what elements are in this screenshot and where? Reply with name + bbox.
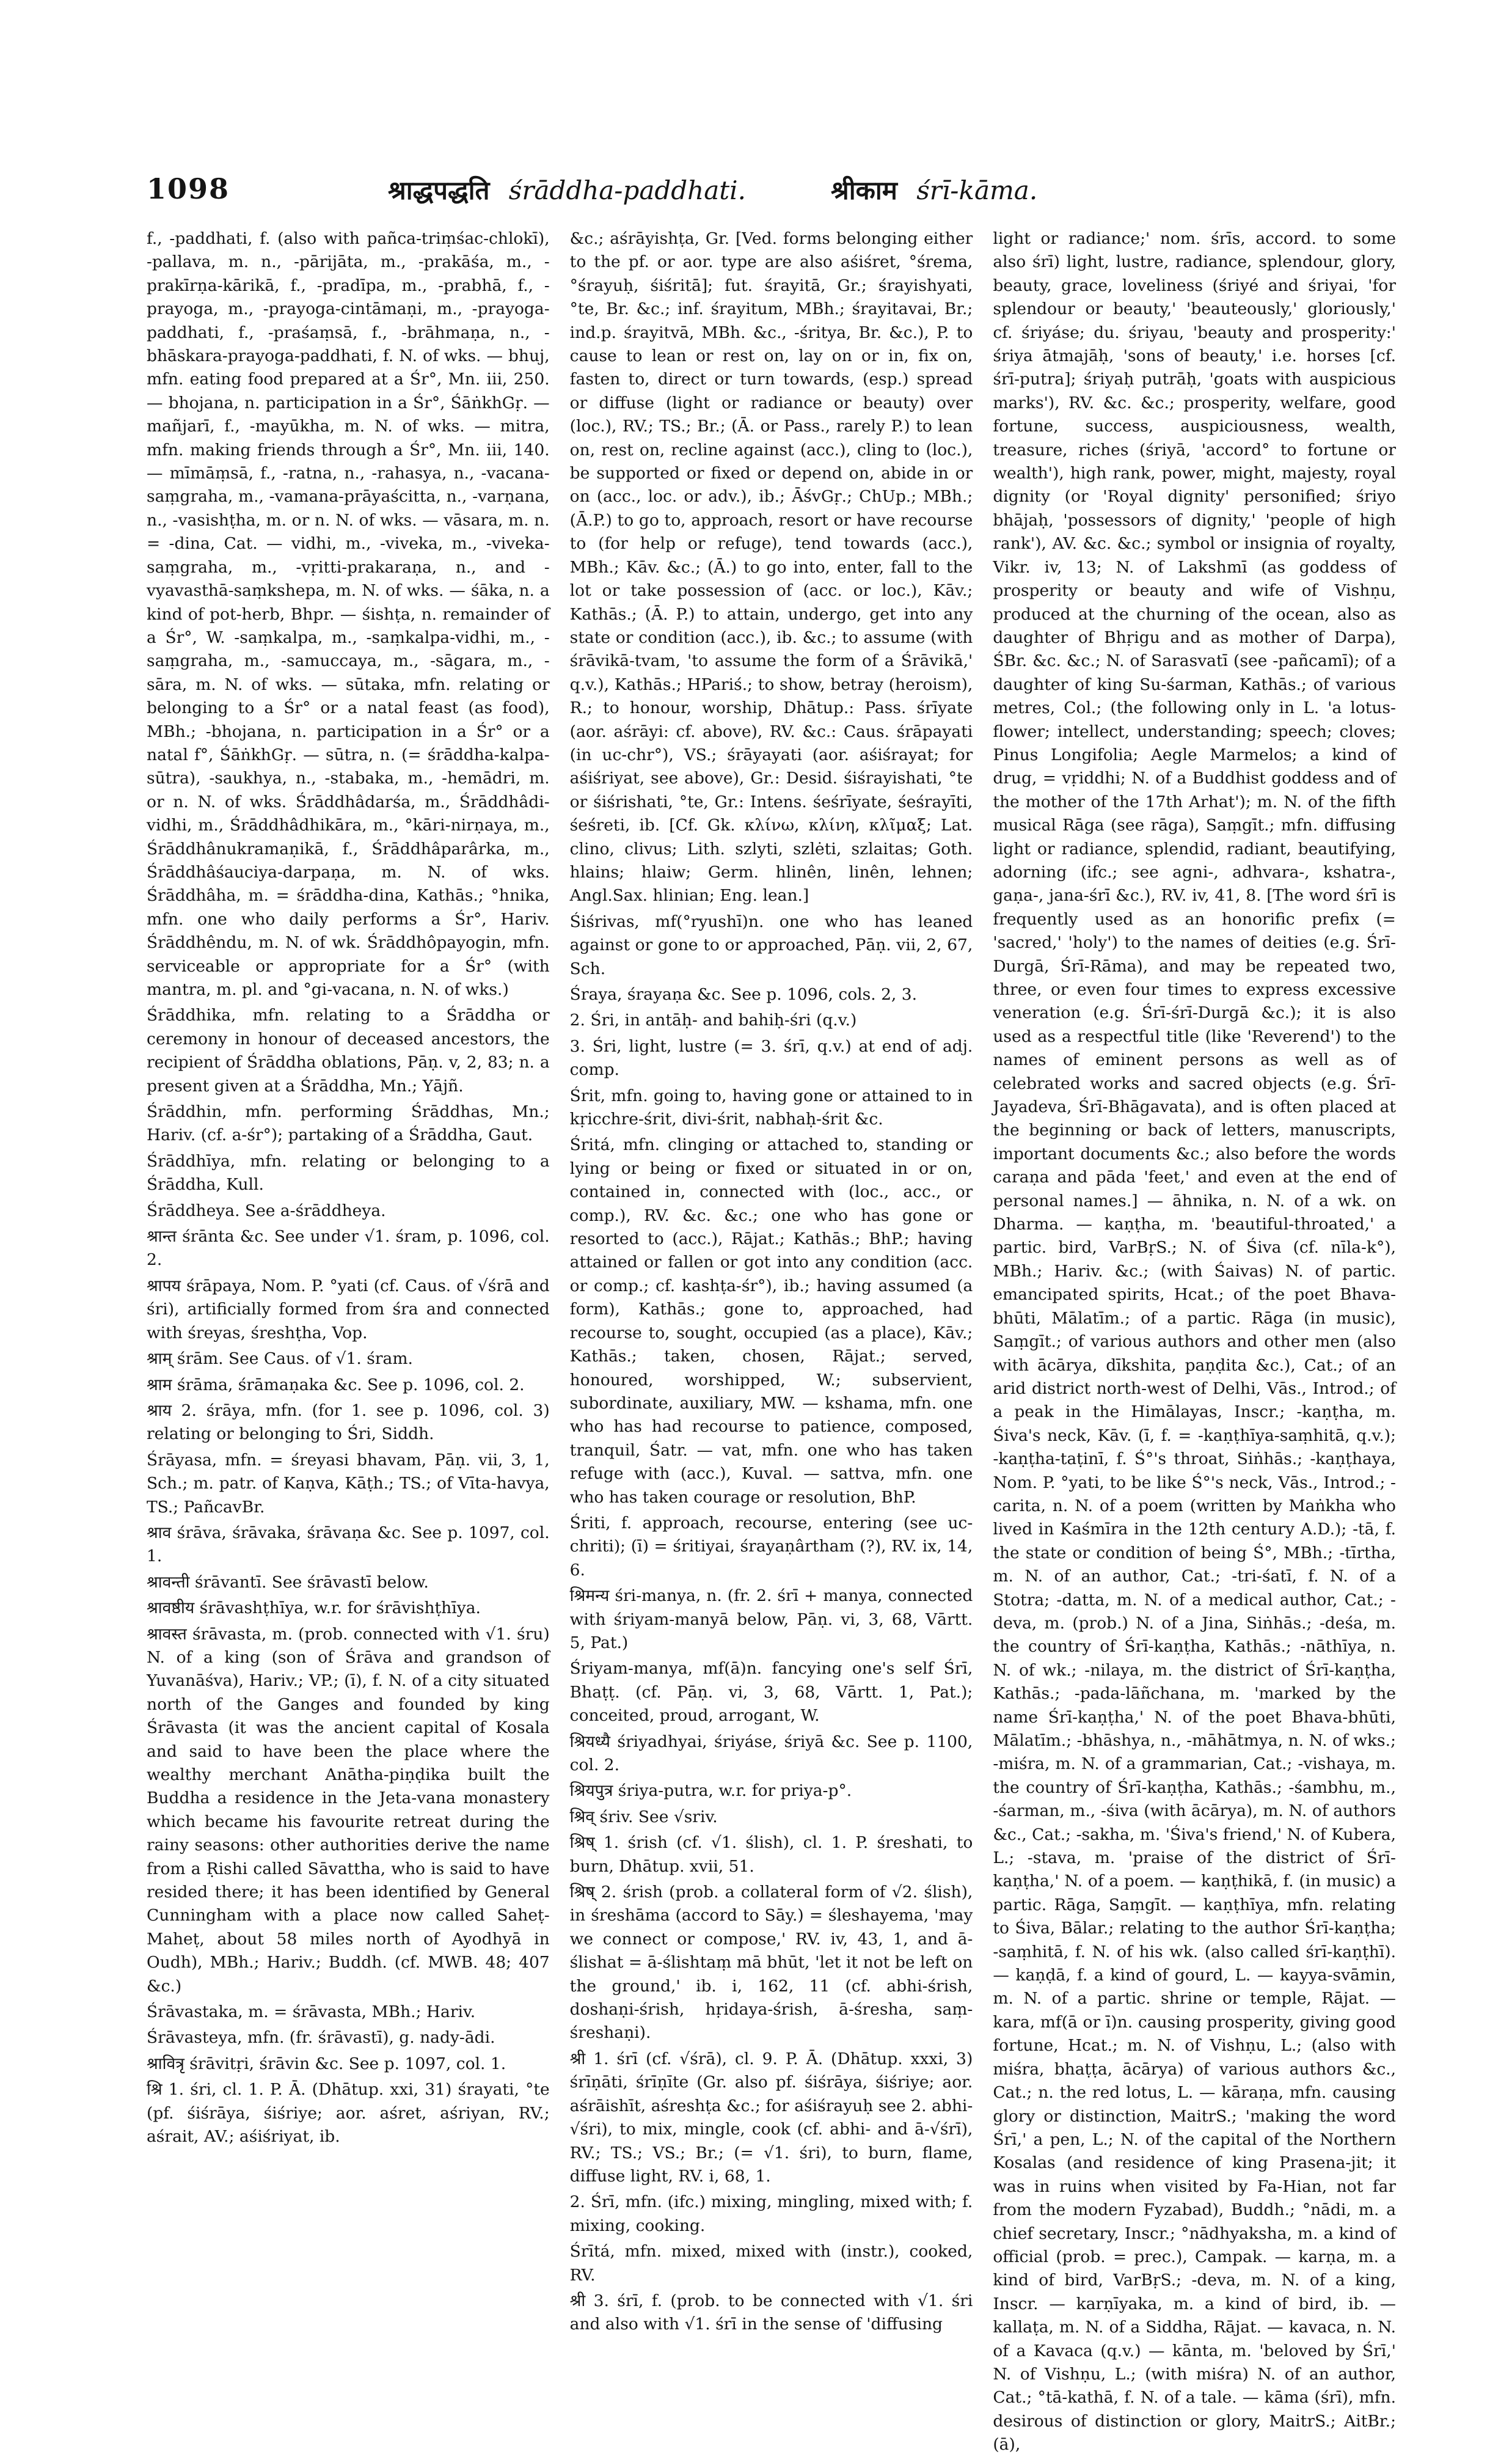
dictionary-entry: श्रावित्रृ śrāvitṛi, śrāvin &c. See p. 1097, col. 1. <box>147 2054 506 2073</box>
dictionary-entry: Śrit, mfn. going to, having gone or attained to in kṛicchre-śrit, divi-śrit, nabhaḥ-śrit &c. <box>569 1086 973 1129</box>
dictionary-entry: Śrāddhika, mfn. relating to a Śrāddha or ceremony in honour of deceased ancestors, the recipient of Śrāddha oblations, Pāṇ. v, 2, 83; n. a present given at a Śrāddha, Mn.; Yājñ. <box>147 1006 550 1096</box>
dictionary-entry: 3. Śri, light, lustre (= 3. śrī, q.v.) at end of adj. comp. <box>569 1036 973 1080</box>
dictionary-entry: Śrāyasa, mfn. = śreyasi bhavam, Pāṇ. vii, 3, 1, Sch.; m. patr. of Kaṇva, Kāṭh.; TS.; of Vīta-havya, TS.; PañcavBr. <box>147 1450 550 1517</box>
dictionary-entry: f., -paddhati, f. (also with pañca-triṃśac-chlokī), -pallava, m. n., -pārijāta, m., -prakāśa, m., -prakīrṇa-kārikā, f., -pradīpa, m., -prabhā, f., -prayoga, m., -prayoga-cintāmaṇi, m., -prayoga-paddhati, f., -praśaṃsā, f., -brāhmaṇa, n., -bhāskara-prayoga-paddhati, f. N. of wks. — bhuj, mfn. eating food prepared at a Śr°, Mn. iii, 250. — bhojana, n. participation in a Śr°, ŚāṅkhGṛ. — mañjarī, f., -mayūkha, m. N. of wks. — mitra, mfn. making friends through a Śr°, Mn. iii, 140. — mīmāṃsā, f., -ratna, n., -rahasya, n., -vacana-saṃgraha, m., -vamana-prāyaścitta, n., -varṇana, n., -vasishṭha, m. or n. N. of wks. — vāsara, m. n. = -dina, Cat. — vidhi, m., -viveka, m., -viveka-saṃgraha, m., -vṛitti-prakaraṇa, n., and -vyavasthā-saṃkshepa, m. N. of wks. — śāka, n. a kind of pot-herb, Bhpr. — śishṭa, n. remainder of a Śr°, W. -saṃkalpa, m., -saṃkalpa-vidhi, m., -saṃgraha, m., -samuccaya, m., -sāgara, m., -sāra, m. N. of wks. — sūtaka, mfn. relating or belonging to a Śr° or a natal feast (as food), MBh.; -bhojana, n. participation in a Śr° or a natal f°, ŚāṅkhGṛ. — sūtra, n. (= śrāddha-kalpa-sūtra), -saukhya, n., -stabaka, m., -hemādri, m. or n. N. of wks. Śrāddhâdarśa, m., Śrāddhâdi-vidhi, m., Śrāddhâdhikāra, m., °kāri-nirṇaya, m., Śrāddhânukramaṇikā, f., Śrāddhâparârka, m., Śrāddhâśauciya-darpaṇa, m. N. of wks. Śrāddhâha, m. = śrāddha-dina, Kathās.; °hnika, mfn. one who daily performs a Śr°, Hariv. Śrāddhêndu, m. N. of wk. Śrāddhôpayogin, mfn. serviceable or appropriate for a Śr° (with mantra, m. pl. and °gi-vacana, n. N. of wks.) <box>147 229 550 999</box>
dictionary-entry: श्रिष् 2. śrish (prob. a collateral form of √2. ślish), in śreshāma (accord to Sāy.) = śleshayema, 'may we connect or compose,' RV. iv, 43, 1, and ā-ślishat = ā-ślishtaṃ mā bhūt, 'let it not be left on the ground,' ib. i, 162, 11 (cf. abhi-śrish, doshaṇi-śrish, hṛidaya-śrish, ā-śresha, saṃ-śreshaṇi). <box>569 1883 973 2043</box>
dictionary-entry: श्रापय śrāpaya, Nom. P. °yati (cf. Caus. of √śrā and śri), artificially formed from śra and connected with śreyas, śreshṭha, Vop. <box>147 1276 550 1342</box>
dictionary-entry: Śiśrivas, mf(°ryushī)n. one who has leaned against or gone to or approached, Pāṇ. vii, 2, 67, Sch. <box>569 912 973 978</box>
dictionary-entry: श्री 3. śrī, f. (prob. to be connected with √1. śri and also with √1. śrī in the sense of 'diffusing <box>569 2291 973 2334</box>
dictionary-entry: 2. Śrī, mfn. (ifc.) mixing, mingling, mixed with; f. mixing, cooking. <box>569 2192 973 2235</box>
dictionary-entry: श्रावन्ती śrāvantī. See śrāvastī below. <box>147 1572 429 1592</box>
dictionary-entry: Śrītá, mfn. mixed, mixed with (instr.), cooked, RV. <box>569 2242 973 2285</box>
dictionary-entry: Śriti, f. approach, recourse, entering (see uc-chriti); (ī) = śritiyai, śrayaṇârtham (?), RV. ix, 14, 6. <box>569 1513 973 1580</box>
left-headword-devanagari: श्राद्धपद्धति <box>388 175 490 205</box>
dictionary-entry: श्रिमन्य śri-manya, n. (fr. 2. śrī + manya, connected with śriyam-manyā below, Pāṇ. vi, 3, 68, Vārtt. 5, Pat.) <box>569 1586 973 1652</box>
dictionary-entry: Śrāddhīya, mfn. relating or belonging to a Śrāddha, Kull. <box>147 1151 550 1195</box>
dictionary-entry: श्राव śrāva, śrāvaka, śrāvaṇa &c. See p. 1097, col. 1. <box>147 1523 550 1566</box>
dictionary-entry: श्राम् śrām. See Caus. of √1. śram. <box>147 1349 413 1369</box>
column-right <box>993 227 1397 2455</box>
dictionary-entry: &c.; aśrāyishṭa, Gr. [Ved. forms belonging either to the pf. or aor. type are also aśiśret, °śrema, °śrayuḥ, śiśritā]; fut. śrayitā, Gr.; śrayishyati, °te, Br. &c.; inf. śrayitum, MBh.; śrayitavai, Br.; ind.p. śrayitvā, MBh. &c., -śritya, Br. &c.), P. to cause to lean or rest on, lay on or in, fix on, fasten to, direct or turn towards, (esp.) spread or diffuse (light or radiance or beauty) over (loc.), RV.; TS.; Br.; (Ā. or Pass., rarely P.) to lean on, rest on, recline against (acc.), cling to (loc.), be supported or fixed or depend on, abide in or on (acc., loc. or adv.), ib.; ĀśvGṛ.; ChUp.; MBh.; (Ā.P.) to go to, approach, resort or have recourse to (for help or refuge), tend towards (acc.), MBh.; Kāv. &c.; (Ā.) to go into, enter, fall to the lot or take possession of (acc. or loc.), Kāv.; Kathās.; (Ā. P.) to attain, undergo, get into any state or condition (acc.), ib. &c.; to assume (with śrāvikā-tvam, 'to assume the form of a Śrāvikā,' q.v.), Kathās.; HPariś.; to show, betray (heroism), R.; to honour, worship, Dhātup.: Pass. śrīyate (aor. aśrāyi: cf. above), RV. &c.: Caus. śrāpayati (in uc-chr°), VS.; śrāyayati (aor. aśiśrayat; for aśiśriyat, see above), Gr.: Desid. śiśrayishati, °te or śiśrishati, °te, Gr.: Intens. śeśrīyate, śeśrayīti, śeśreti, ib. [Cf. Gk. κλίνω, κλίνη, κλῖμαξ; Lat. clino, clivus; Lith. szlyti, szlėti, szlaitas; Goth. hlains; hlaiw; Germ. hlinên, linên, lehnen; Angl.Sax. hlinian; Eng. lean.] <box>569 229 973 906</box>
dictionary-entry: श्राय 2. śrāya, mfn. (for 1. see p. 1096, col. 3) relating or belonging to Śri, Siddh. <box>147 1401 550 1444</box>
dictionary-entry: Śriyam-manya, mf(ā)n. fancying one's self Śrī, Bhaṭṭ. (cf. Pāṇ. vi, 3, 68, Vārtt. 1, Pat.); conceited, proud, arrogant, W. <box>569 1659 973 1726</box>
dictionary-entry: Śrāddhin, mfn. performing Śrāddhas, Mn.; Hariv. (cf. a-śr°); partaking of a Śrāddha, Gaut. <box>147 1102 550 1145</box>
column-left <box>147 227 550 2147</box>
dictionary-entry: श्रिष् 1. śrish (cf. √1. ślish), cl. 1. P. śreshati, to burn, Dhātup. xvii, 51. <box>569 1833 973 1876</box>
left-headword-transliteration: śrāddha-paddhati. <box>508 175 746 205</box>
dictionary-entry: light or radiance;' nom. śrīs, accord. to some also śrī) light, lustre, radiance, splendour, glory, beauty, grace, loveliness (śriyé and śriyai, 'for splendour or beauty,' 'beauteously,' gloriously,' cf. śriyáse; du. śriyau, 'beauty and prosperity:' śriya ātmajāḥ, 'sons of beauty,' i.e. horses [cf. śrī-putra]; śriyaḥ putrāḥ, 'goats with auspicious marks'), RV. &c. &c.; prosperity, welfare, good fortune, success, auspiciousness, wealth, treasure, riches (śriyā, 'accord° to fortune or wealth'), high rank, power, might, majesty, royal dignity (or 'Royal dignity' personified; śriyo bhājaḥ, 'possessors of dignity,' 'people of high rank'), AV. &c. &c.; symbol or insignia of royalty, Vikr. iv, 13; N. of Lakshmī (as goddess of prosperity or beauty and wife of Vishṇu, produced at the churning of the ocean, also as daughter of Bhṛigu and as mother of Darpa), ŚBr. &c. &c.; N. of Sarasvatī (see -pañcamī); of a daughter of king Su-śarman, Kathās.; of various metres, Col.; (the following only in L. 'a lotus-flower; intellect, understanding; speech; cloves; Pinus Longifolia; Aegle Marmelos; a kind of drug, = vṛiddhi; N. of a Buddhist goddess and of the mother of the 17th Arhat'); m. N. of the fifth musical Rāga (see rāga), Saṃgīt.; mfn. diffusing light or radiance, splendid, radiant, beautifying, adorning (ifc.; see agni-, adhvara-, kshatra-, gaṇa-, jana-śrī &c.), RV. iv, 41, 8. [The word śrī is frequently used as an honorific prefix (= 'sacred,' 'holy') to the names of deities (e.g. Śrī-Durgā, Śrī-Rāma), and may be repeated two, three, or even four times to express excessive veneration (e.g. Śrī-śrī-Durgā &c.); it is also used as a respectful title (like 'Reverend') to the names of eminent persons as well as of celebrated works and sacred objects (e.g. Śrī-Jayadeva, Śrī-Bhāgavata), and is often placed at the beginning or back of letters, manuscripts, important documents &c.; also before the words caraṇa and pāda 'feet,' and even at the end of personal names.] — āhnika, n. N. of a wk. on Dharma. — kaṇṭha, m. 'beautiful-throated,' a partic. bird, VarBṛS.; N. of Śiva (cf. nīla-k°), MBh.; Hariv. &c.; (with Śaivas) N. of partic. emancipated spirits, Hcat.; of the poet Bhava-bhūti, Mālatīm.; of a partic. Rāga (in music), Saṃgīt.; of various authors and other men (also with ācārya, dīkshita, paṇḍita &c.), Cat.; of an arid district north-west of Delhi, Vās., Introd.; of a peak in the Himālayas, Inscr.; -kaṇṭha, m. Śiva's neck, Kāv. (ī, f. = -kaṇṭhīya-saṃhitā, q.v.); -kaṇṭha-taṭinī, f. Ś°'s throat, Siṅhās.; -kaṇṭhaya, Nom. P. °yati, to be like Ś°'s neck, Vās., Introd.; -carita, n. N. of a poem (written by Maṅkha who lived in Kaśmīra in the 12th century A.D.); -tā, f. the state or condition of being Ś°, MBh.; -tīrtha, m. N. of an author, Cat.; -tri-śatī, f. N. of a Stotra; -datta, m. N. of a medical author, Cat.; -deva, m. (prob.) N. of a Jina, Siṅhās.; -deśa, m. the country of Śrī-kaṇṭha, Kathās.; -nāthīya, n. N. of wk.; -nilaya, m. the district of Śrī-kaṇṭha, Kathās.; -pada-lāñchana, m. 'marked by the name Śrī-kaṇṭha,' N. of the poet Bhava-bhūti, Mālatīm.; -bhāshya, n., -māhātmya, n. N. of wks.; -miśra, m. N. of a grammarian, Cat.; -vishaya, m. the country of Śrī-kaṇṭha, Kathās.; -śambhu, m., -śarman, m., -śiva (with ācārya), m. N. of authors &c., Cat.; -sakha, m. 'Śiva's friend,' N. of Kubera, L.; -stava, m. 'praise of the district of Śrī-kaṇṭha,' N. of a poem. — kaṇṭhikā, f. (in music) a partic. Rāga, Saṃgīt. — kaṇṭhīya, mfn. relating to Śiva, Bālar.; relating to the author Śrī-kaṇṭha; -saṃhitā, f. N. of his wk. (also called śrī-kaṇṭhī). — kaṇḍā, f. a kind of gourd, L. — kayya-svāmin, m. N. of a partic. shrine or temple, Rājat. — kara, mf(ā or ī)n. causing prosperity, giving good fortune, Hcat.; m. N. of Vishṇu, L.; (also with miśra, bhaṭṭa, ācārya) of various authors &c., Cat.; n. the red lotus, L. — kāraṇa, mfn. causing glory or distinction, MaitrS.; 'making the word Śrī,' a pen, L.; N. of the capital of the Northern Kosalas (and residence of king Prasena-jit; it was in ruins when visited by Fa-Hian, not far from the modern Fyzabad), Buddh.; °nādi, m. a chief secretary, Inscr.; °nādhyaksha, m. a kind of official (prob. = prec.), Campak. — karṇa, m. a kind of bird, VarBṛS.; -deva, m. N. of a king, Inscr. — karṇīyaka, m. a kind of bird, ib. — kallaṭa, m. N. of a Siddha, Rājat. — kavaca, n. N. of a Kavaca (q.v.) — kānta, m. 'beloved by Śrī,' N. of Vishṇu, L.; (with miśra) N. of an author, Cat.; °tā-kathā, f. N. of a tale. — kāma (śrī), mfn. desirous of distinction or glory, MaitrS.; AitBr.; (ā), <box>993 229 1397 2455</box>
dictionary-columns <box>147 227 1397 2455</box>
dictionary-entry: Śritá, mfn. clinging or attached to, standing or lying or being or fixed or situated in or on, contained in, connected with (loc., acc., or comp.), RV. &c. &c.; one who has gone or resorted to (acc.), Rājat.; Kathās.; BhP.; having attained or fallen or got into any condition (acc. or comp.; cf. kashṭa-śr°), ib.; having assumed (a form), Kathās.; gone to, approached, had recourse to, sought, occupied (as a place), Kāv.; Kathās.; taken, chosen, Rājat.; served, honoured, worshipped, W.; subservient, subordinate, auxiliary, MW. — kshama, mfn. one who has had recourse to patience, composed, tranquil, Śatr. — vat, mfn. one who has taken refuge with (acc.), Kuval. — sattva, mfn. one who has taken courage or resolution, BhP. <box>569 1135 973 1507</box>
left-running-headword <box>388 172 746 207</box>
dictionary-entry: श्री 1. śrī (cf. √śrā), cl. 9. P. Ā. (Dhātup. xxxi, 3) śrīṇāti, śrīṇīte (Gr. also pf. śiśrāya, śiśriye; aor. aśrāishīt, aśreshṭa &c.; for aśiśrayuḥ see 2. abhi-√śri), to mix, mingle, cook (cf. abhi- and ā-√śrī), RV.; TS.; VS.; Br.; (= √1. śri), to burn, flame, diffuse light, RV. i, 68, 1. <box>569 2049 973 2186</box>
dictionary-entry: श्राम śrāma, śrāmaṇaka &c. See p. 1096, col. 2. <box>147 1375 525 1394</box>
dictionary-entry: श्रान्त śrānta &c. See under √1. śram, p. 1096, col. 2. <box>147 1227 550 1270</box>
right-headword-devanagari: श्रीकाम <box>831 175 897 205</box>
running-header <box>147 172 1396 221</box>
right-running-headword <box>831 172 1037 207</box>
dictionary-entry: Śrāvastaka, m. = śrāvasta, MBh.; Hariv. <box>147 2002 476 2022</box>
dictionary-entry: 2. Śri, in antāḥ- and bahiḥ-śri (q.v.) <box>569 1011 857 1030</box>
dictionary-entry: श्रियपुत्र śriya-putra, w.r. for priya-p°. <box>569 1781 852 1801</box>
dictionary-entry: श्रियध्यै śriyadhyai, śriyáse, śriyā &c. See p. 1100, col. 2. <box>569 1732 973 1774</box>
dictionary-entry: Śrāvasteya, mfn. (fr. śrāvastī), g. nady-ādi. <box>147 2028 495 2048</box>
dictionary-entry: Śraya, śrayaṇa &c. See p. 1096, cols. 2, 3. <box>569 985 918 1004</box>
dictionary-entry: श्रिव् śriv. See √sriv. <box>569 1807 718 1826</box>
column-middle <box>569 227 973 2334</box>
dictionary-entry: श्रावष्ठीय śrāvashṭhīya, w.r. for śrāvishṭhīya. <box>147 1598 481 1618</box>
dictionary-entry: श्रि 1. śri, cl. 1. P. Ā. (Dhātup. xxi, 31) śrayati, °te (pf. śiśrāya, śiśriye; aor. aśret, aśriyan, RV.; aśrait, AV.; aśiśriyat, ib. <box>147 2080 550 2147</box>
dictionary-entry: Śrāddheya. See a-śrāddheya. <box>147 1201 386 1220</box>
page-number: 1098 <box>147 172 230 205</box>
dictionary-entry: श्रावस्त śrāvasta, m. (prob. connected with √1. śru) N. of a king (son of Śrāva and grandson of Yuvanāśva), Hariv.; VP.; (ī), f. N. of a city situated north of the Ganges and founded by king Śrāvasta (it was the ancient capital of Kosala and said to have been the place where the wealthy merchant Anātha-piṇḍika built the Buddha a residence in the Jeta-vana monastery which became his favourite retreat during the rainy seasons: other authorities derive the name from a Ṛishi called Sāvattha, who is said to have resided there; it has been identified by General Cunningham with a place now called Saheṭ-Maheṭ, about 58 miles north of Ayodhyā in Oudh), MBh.; Hariv.; Buddh. (cf. MWB. 48; 407 &c.) <box>147 1624 550 1996</box>
right-headword-transliteration: śrī-kāma. <box>916 175 1038 205</box>
